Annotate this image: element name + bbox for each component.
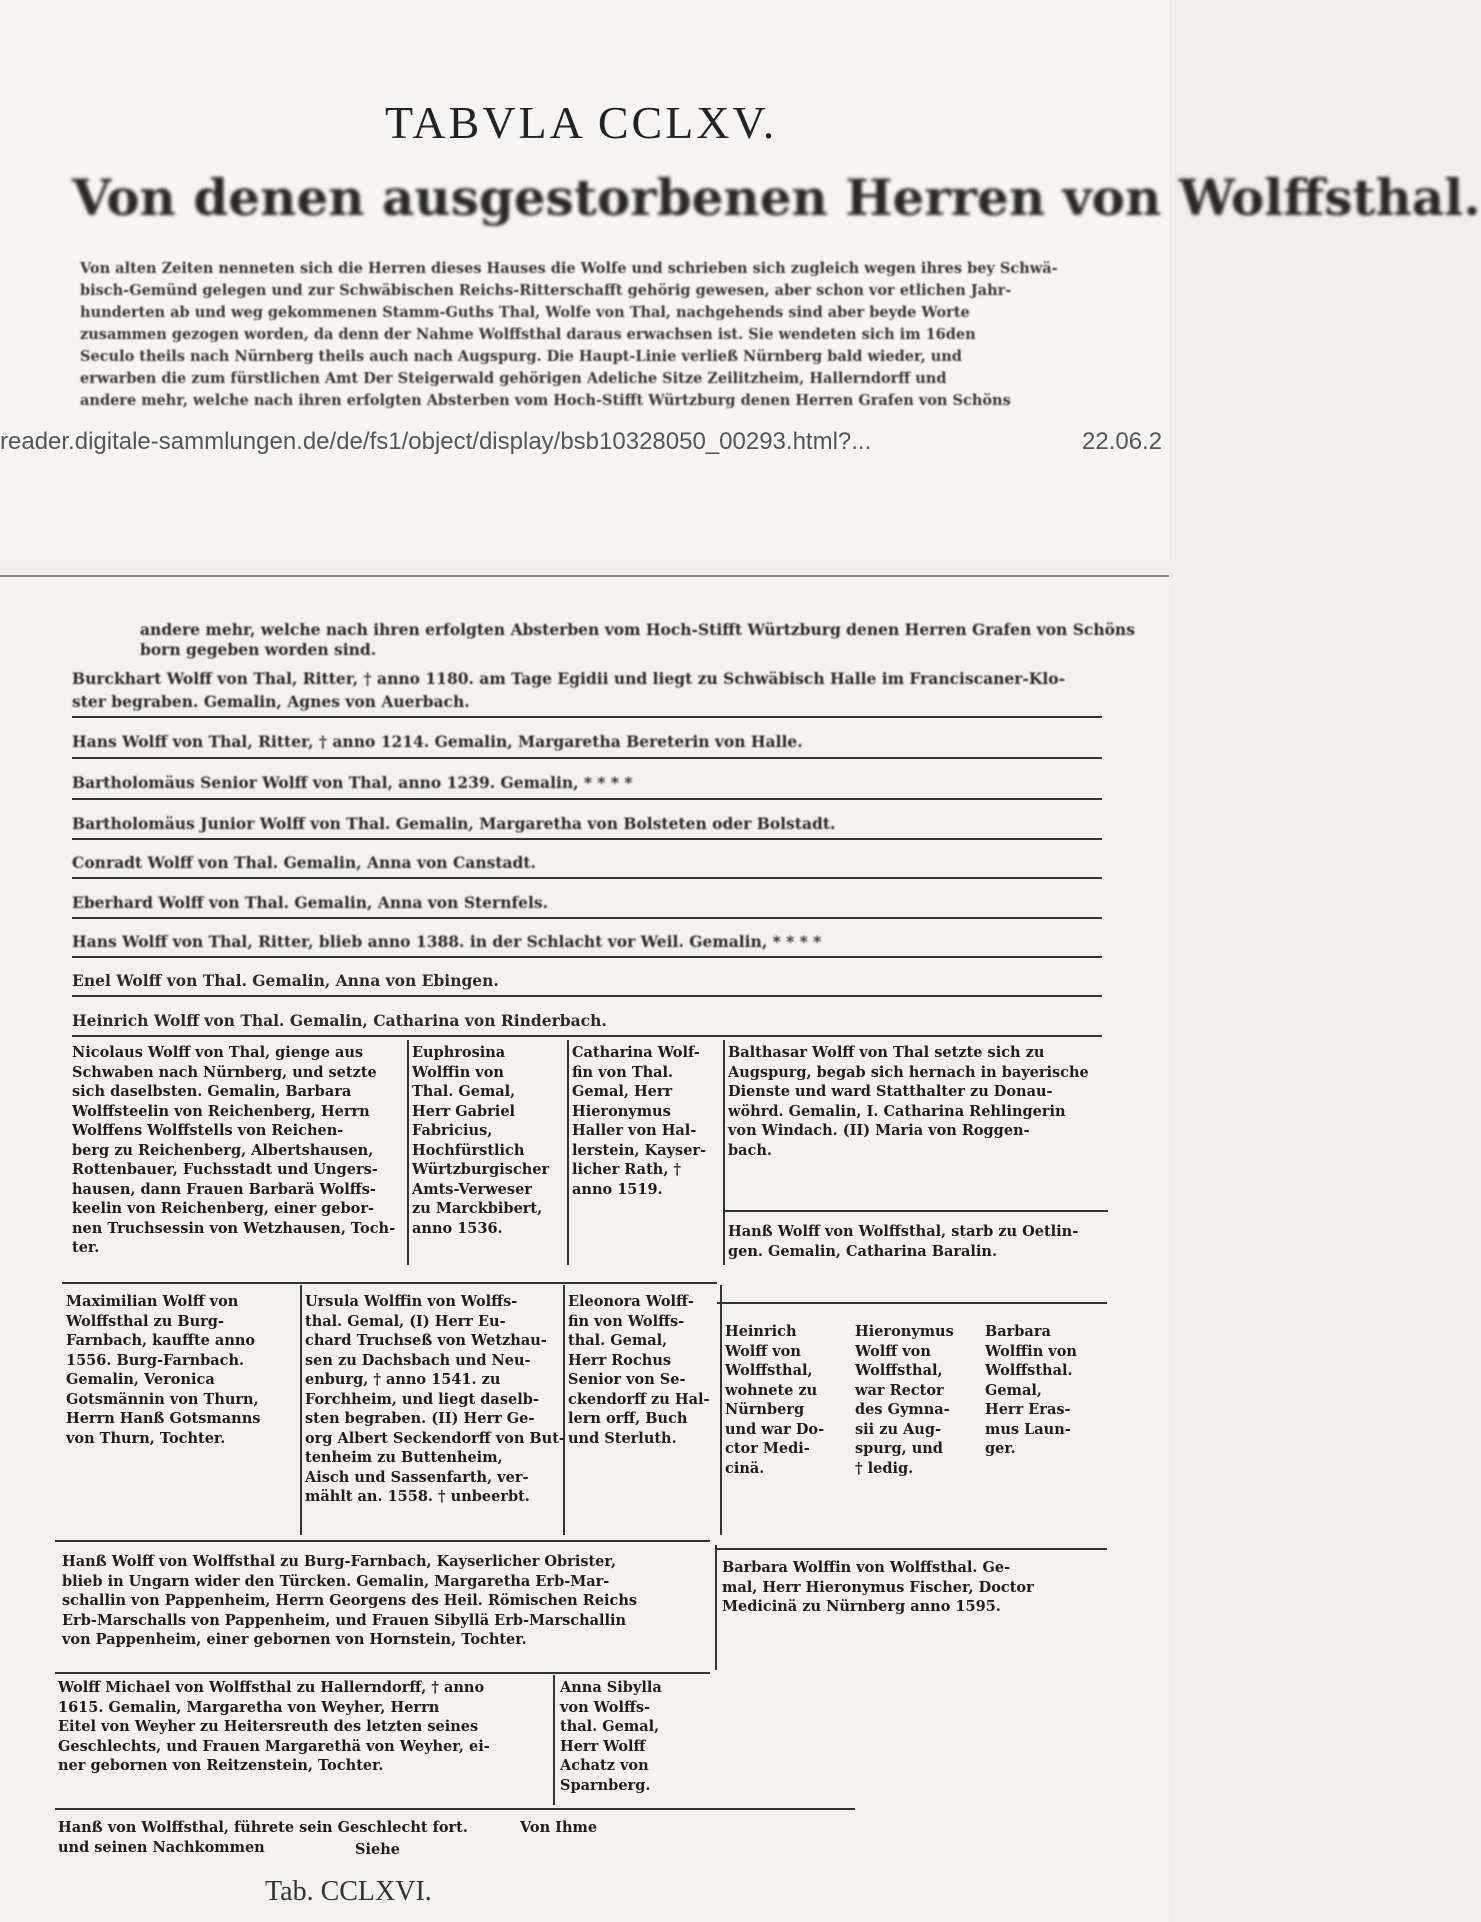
lineage-row: Conradt Wolff von Thal. Gemalin, Anna von Canstadt. (72, 853, 536, 872)
tree-cell (412, 1043, 562, 1238)
cell-line: Nicolaus Wolff von Thal, gienge aus (72, 1044, 364, 1061)
cell-line: Nürnberg (725, 1401, 805, 1418)
lineage-row: Hans Wolff von Thal, Ritter, † anno 1214. Gemalin, Margaretha Bereterin von Halle. (72, 732, 803, 751)
tree-cell (725, 1322, 850, 1478)
cell-line: fin von Thal. (572, 1063, 674, 1081)
cell-line: thal. Gemal, (568, 1332, 668, 1349)
cell-line: Wolffsthal, (725, 1362, 813, 1379)
lineage-row: Bartholomäus Junior Wolff von Thal. Gemalin, Margaretha von Bolsteten oder Bolstadt. (72, 814, 836, 833)
cell-line: cinä. (725, 1459, 765, 1477)
cell-line: Herr Wolff (560, 1737, 646, 1755)
cell-line: sen zu Dachsbach und Neu- (305, 1351, 531, 1369)
cell-line: Herr Rochus (568, 1351, 672, 1369)
horizontal-rule (55, 1808, 855, 1810)
cell-line: Sparnberg. (560, 1776, 651, 1794)
cell-line: lerstein, Kayser- (572, 1141, 707, 1159)
cell-line: ter. (72, 1239, 100, 1256)
cell-line: von Windach. (II) Maria von Roggen- (728, 1122, 1030, 1139)
cell-line: mus Laun- (985, 1420, 1071, 1438)
cell-line: Gemalin, Veronica (66, 1371, 215, 1388)
cell-line: mal, Herr Hieronymus Fischer, Doctor (722, 1578, 1034, 1596)
cell-line: bach. (728, 1141, 772, 1159)
vertical-rule (407, 1040, 409, 1265)
tree-cell (985, 1322, 1105, 1459)
cell-line: Hieronymus (855, 1323, 954, 1340)
cell-line: Balthasar Wolff von Thal setzte sich zu (728, 1044, 1045, 1061)
cell-line: ckendorff zu Hal- (568, 1390, 710, 1408)
cell-line: org Albert Seckendorff von But- (305, 1429, 565, 1447)
lineage-row: Bartholomäus Senior Wolff von Thal, anno 1239. Gemalin, * * * * (72, 773, 633, 792)
cell-line: Eleonora Wolff- (568, 1293, 694, 1310)
tree-cell (520, 1818, 670, 1838)
cell-line: Eitel von Weyher zu Heitersreuth des letzten seines (58, 1718, 479, 1735)
cell-line: † ledig. (855, 1459, 914, 1477)
horizontal-rule (72, 1035, 1102, 1037)
cell-line: 1556. Burg-Farnbach. (66, 1351, 245, 1369)
horizontal-rule (715, 1548, 1107, 1550)
vertical-rule (563, 1285, 565, 1535)
cell-line: sten begraben. (II) Herr Ge- (305, 1410, 535, 1427)
cell-line: Erb-Marschalls von Pappenheim, und Frauen Sibyllä Erb-Marschallin (62, 1611, 627, 1629)
page-title: TABVLA CCLXV. (385, 97, 778, 148)
cell-line: Barbara (985, 1323, 1051, 1340)
cell-line: gen. Gemalin, Catharina Baralin. (728, 1242, 998, 1260)
cell-line: ner gebornen von Reitzenstein, Tochter. (58, 1757, 384, 1774)
cell-line: Thal. Gemal, (412, 1083, 516, 1100)
cell-line: enburg, † anno 1541. zu (305, 1371, 501, 1388)
lineage-row: andere mehr, welche nach ihren erfolgten Absterben vom Hoch-Stifft Würtzburg denen Herren Grafen von Schöns (140, 620, 1135, 639)
horizontal-rule (723, 1210, 1108, 1212)
horizontal-rule (72, 757, 1102, 759)
cell-line: anno 1519. (572, 1180, 663, 1198)
lineage-row: Eberhard Wolff von Thal. Gemalin, Anna von Sternfels. (72, 893, 549, 912)
tree-cell (855, 1322, 980, 1478)
tree-cell (58, 1678, 548, 1776)
cell-line: Herr Gabriel (412, 1102, 516, 1120)
cell-line: Barbara Wolffin von Wolffsthal. Ge- (722, 1559, 1011, 1576)
cell-line: Herr Eras- (985, 1401, 1071, 1418)
vertical-rule (567, 1040, 569, 1265)
cell-line: von Pappenheim, einer gebornen von Hornstein, Tochter. (62, 1631, 527, 1648)
cell-line: Farnbach, kauffte anno (66, 1332, 256, 1349)
intro-line: bisch-Gemünd gelegen und zur Schwäbischen Reichs-Ritterschafft gehörig gewesen, aber schon vor etlichen Jahr- (80, 282, 1012, 299)
horizontal-rule (717, 1302, 1107, 1304)
cell-line: wohnete zu (725, 1381, 818, 1399)
cell-line: und war Do- (725, 1420, 825, 1438)
cell-line: Aisch und Sassenfarth, ver- (305, 1468, 529, 1486)
tree-cell (355, 1840, 475, 1860)
horizontal-rule (72, 877, 1102, 879)
cell-line: Gemal, (985, 1381, 1042, 1399)
cell-line: hausen, dann Frauen Barbarä Wolffs- (72, 1180, 376, 1198)
horizontal-rule (72, 716, 1102, 718)
cell-line: Hochfürstlich (412, 1141, 525, 1159)
tree-cell (72, 1043, 402, 1258)
cell-line: 1615. Gemalin, Margaretha von Weyher, Herrn (58, 1698, 440, 1716)
intro-line: hunderten ab und weg gekommenen Stamm-Guths Thal, Wolfe von Thal, nachgehends sind aber beyde Worte (80, 304, 970, 321)
lineage-row: Enel Wolff von Thal. Gemalin, Anna von Ebingen. (72, 971, 499, 990)
intro-line: zusammen gezogen worden, da denn der Nahme Wolffsthal daraus erwachsen ist. Sie wendeten sich im 16den (80, 326, 976, 343)
lineage-row: Hans Wolff von Thal, Ritter, blieb anno 1388. in der Schlacht vor Weil. Gemalin, * * * * (72, 932, 822, 951)
cell-line: anno 1536. (412, 1219, 503, 1237)
lineage-row: Heinrich Wolff von Thal. Gemalin, Catharina von Rinderbach. (72, 1011, 607, 1030)
cell-line: des Gymna- (855, 1401, 950, 1418)
tree-cell (560, 1678, 710, 1795)
cell-line: Hieronymus (572, 1102, 671, 1120)
cell-line: Amts-Verweser (412, 1180, 532, 1198)
cell-line: licher Rath, † (572, 1161, 681, 1178)
cell-line: blieb in Ungarn wider den Türcken. Gemalin, Margaretha Erb-Mar- (62, 1572, 610, 1590)
cell-line: Wolff Michael von Wolffsthal zu Hallerndorff, † anno (58, 1679, 485, 1696)
cell-line: keelin von Reichenberg, einer gebor- (72, 1200, 374, 1217)
cell-line: Wolff von (855, 1342, 931, 1360)
cell-line: von Wolffs- (560, 1698, 651, 1716)
cell-line: Wolffsteelin von Reichenberg, Herrn (72, 1102, 370, 1120)
cell-line: thal. Gemal, (I) Herr Eu- (305, 1312, 506, 1330)
cell-line: Hanß Wolff von Wolffsthal zu Burg-Farnbach, Kayserlicher Obrister, (62, 1553, 617, 1570)
intro-paragraph (80, 258, 1115, 412)
tree-cell (728, 1222, 1108, 1261)
cell-line: sich daselbsten. Gemalin, Barbara (72, 1083, 352, 1100)
lineage-row: born gegeben worden sind. (140, 640, 377, 659)
next-table-reference: Tab. CCLXVI. (265, 1876, 432, 1907)
cell-line: thal. Gemal, (560, 1718, 660, 1735)
cell-line: fin von Wolffs- (568, 1312, 685, 1330)
cell-line: berg zu Reichenberg, Albertshausen, (72, 1141, 374, 1159)
horizontal-rule (72, 995, 1102, 997)
cell-line: Schwaben nach Nürnberg, und setzte (72, 1063, 377, 1081)
vertical-rule (715, 1545, 717, 1670)
cell-line: Wolffin von (985, 1342, 1077, 1360)
url-text[interactable]: reader.digitale-sammlungen.de/de/fs1/object/display/bsb10328050_00293.html?... (0, 428, 872, 455)
cell-line: ctor Medi- (725, 1440, 810, 1457)
cell-line: Achatz von (560, 1757, 649, 1774)
tree-cell (62, 1552, 712, 1650)
cell-line: zu Marckbibert, (412, 1200, 543, 1217)
horizontal-rule (72, 798, 1102, 800)
intro-line: erwarben die zum fürstlichen Amt Der Steigerwald gehörigen Adeliche Sitze Zeilitzheim, Hallerndorff und (80, 370, 947, 387)
cell-line: Wolffsthal, (855, 1362, 943, 1379)
tree-cell (572, 1043, 722, 1199)
horizontal-rule (72, 956, 1102, 958)
cell-line: Von Ihme (520, 1819, 598, 1836)
intro-line: Von alten Zeiten nenneten sich die Herren dieses Hauses die Wolfe und schrieben sich zugleich wegen ihres bey Schwä- (80, 260, 1058, 277)
lineage-row: Burckhart Wolff von Thal, Ritter, † anno 1180. am Tage Egidii und liegt zu Schwäbisch Halle im Franciscaner-Klo- (72, 669, 1066, 688)
cell-line: Euphrosina (412, 1044, 506, 1061)
cell-line: Fabricius, (412, 1122, 493, 1139)
cell-line: und Sterluth. (568, 1429, 677, 1447)
cell-line: Gotsmännin von Thurn, (66, 1390, 259, 1408)
source-url[interactable] (0, 428, 1163, 456)
cell-line: Geschlechts, und Frauen Margarethä von Weyher, ei- (58, 1737, 490, 1755)
cell-line: spurg, und (855, 1440, 943, 1457)
cell-line: Anna Sibylla (560, 1679, 662, 1696)
cell-line: wöhrd. Gemalin, I. Catharina Rehlingerin (728, 1102, 1066, 1120)
cell-line: sii zu Aug- (855, 1420, 942, 1438)
cell-line: Heinrich (725, 1323, 797, 1340)
cell-line: Senior von Se- (568, 1371, 686, 1388)
intro-line: andere mehr, welche nach ihren erfolgten Absterben vom Hoch-Stifft Würtzburg denen Herren Grafen von Schöns (80, 392, 1011, 409)
cell-line: von Thurn, Tochter. (66, 1429, 226, 1447)
cell-line: Hanß Wolff von Wolffsthal, starb zu Oetlin- (728, 1223, 1079, 1240)
tree-cell (305, 1292, 565, 1507)
vertical-rule (300, 1285, 302, 1535)
cell-line: war Rector (855, 1381, 944, 1399)
cell-line: Wolffin von (412, 1063, 504, 1081)
cell-line: tenheim zu Buttenheim, (305, 1449, 503, 1466)
cell-line: schallin von Pappenheim, Herrn Georgens des Heil. Römischen Reichs (62, 1592, 638, 1609)
horizontal-rule (62, 1282, 717, 1284)
cell-line: Dienste und ward Statthalter zu Donau- (728, 1083, 1053, 1100)
cell-line: Haller von Hal- (572, 1122, 697, 1139)
cell-line: mählt an. 1558. † unbeerbt. (305, 1488, 530, 1505)
cell-line: Maximilian Wolff von (66, 1293, 239, 1310)
cell-line: Medicinä zu Nürnberg anno 1595. (722, 1598, 1001, 1615)
horizontal-rule (72, 917, 1102, 919)
cell-line: Wolffsthal. (985, 1362, 1073, 1379)
cell-line: lern orff, Buch (568, 1410, 688, 1427)
cell-line: Siehe (355, 1841, 400, 1858)
horizontal-rule (55, 1540, 710, 1542)
cell-line: Forchheim, und liegt daselb- (305, 1390, 539, 1408)
lineage-row: ster begraben. Gemalin, Agnes von Auerbach. (72, 692, 470, 711)
cell-line: chard Truchseß von Wetzhau- (305, 1332, 547, 1349)
cell-line: Augspurg, begab sich hernach in bayerische (728, 1063, 1089, 1081)
cell-line: Wolffsthal zu Burg- (66, 1312, 224, 1330)
horizontal-rule (72, 838, 1102, 840)
tree-cell (722, 1558, 1112, 1617)
cell-line: Herrn Hanß Gotsmanns (66, 1410, 261, 1427)
cell-line: und seinen Nachkommen (58, 1838, 265, 1856)
vertical-rule (553, 1675, 555, 1805)
url-date: 22.06.2 (1082, 428, 1163, 455)
tree-cell (568, 1292, 718, 1448)
intro-line: Seculo theils nach Nürnberg theils auch nach Augspurg. Die Haupt-Linie verließ Nürnberg bald wieder, und (80, 348, 962, 365)
cell-line: Gemal, Herr (572, 1083, 673, 1100)
cell-line: Würtzburgischer (412, 1161, 550, 1178)
cell-line: ger. (985, 1440, 1016, 1457)
horizontal-rule (55, 1672, 710, 1674)
vertical-rule (723, 1040, 725, 1265)
cell-line: Ursula Wolffin von Wolffs- (305, 1293, 518, 1310)
vertical-rule (720, 1285, 722, 1535)
cell-line: Wolffens Wolffstells von Reichen- (72, 1122, 344, 1139)
cell-line: Wolff von (725, 1342, 801, 1360)
cell-line: Rottenbauer, Fuchsstadt und Ungers- (72, 1161, 378, 1178)
tree-cell (728, 1043, 1108, 1160)
page-heading: Von denen ausgestorbenen Herren von Wolffsthal. (72, 168, 1481, 227)
tree-cell (66, 1292, 296, 1448)
cell-line: Hanß von Wolffsthal, führete sein Geschlecht fort. (58, 1819, 468, 1836)
cell-line: Catharina Wolf- (572, 1044, 700, 1061)
cell-line: nen Truchsessin von Wetzhausen, Toch- (72, 1219, 396, 1237)
